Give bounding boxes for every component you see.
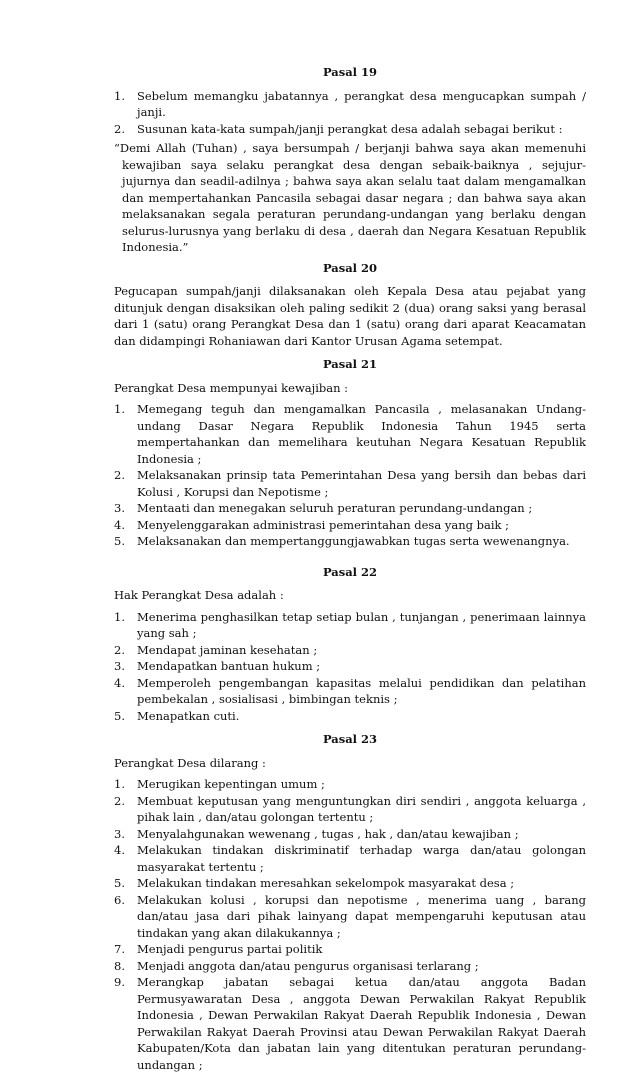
pasal-23-intro: Perangkat Desa dilarang : [114, 755, 266, 770]
list-item: 4. Menyelenggarakan administrasi pemerintahan desa yang baik ; [114, 517, 510, 532]
list-item: 4. Memperoleh pengembangan kapasitas melalui pendidikan dan pelatihan pembekalan , sosialisasi , bimbingan teknis ; [114, 675, 586, 706]
pasal-20-paragraph: Pegucapan sumpah/janji dilaksanakan oleh Kepala Desa atau pejabat yang ditunjuk dengan disaksikan oleh paling sedikit 2 (dua) orang saksi yang berasal dari 1 (satu) orang Perangkat Desa dan 1 (satu) orang dari aparat Keacamatan dan didampingi Rohaniawan dari Kantor Urusan Agama setempat. [114, 284, 586, 348]
pasal-21-list [114, 401, 586, 550]
list-item: 7. Menjadi pengurus partai politik [114, 942, 323, 956]
list-item: 1. Merugikan kepentingan umum ; [114, 777, 325, 791]
list-item: 2. Membuat keputusan yang menguntungkan diri sendiri , anggota keluarga , pihak lain , dan/atau golongan tertentu ; [114, 793, 586, 824]
pasal-23-list [114, 776, 586, 1073]
list-item: 5. Melaksanakan dan mempertanggungjawabkan tugas serta wewenangnya. [114, 534, 570, 548]
pasal-23-heading: Pasal 23 [322, 732, 378, 746]
list-item: 1. Sebelum memangku jabatannya , perangkat desa mengucapkan sumpah / janji. [114, 88, 586, 119]
pasal-22-list [114, 609, 586, 725]
list-item: 3. Mentaati dan menegakan seluruh peraturan perundang-undangan ; [114, 501, 533, 515]
list-item: 6. Melakukan kolusi , korupsi dan nepotisme , menerima uang , barang dan/atau jasa dari pihak lainyang dapat mempengaruhi keputusan atau tindakan yang akan dilakukannya ; [114, 892, 586, 940]
pasal-19-list [114, 88, 586, 138]
list-item: 1. Memegang teguh dan mengamalkan Pancasila , melasanakan Undang-undang Dasar Negara Republik Indonesia Tahun 1945 serta mempertahankan dan memelihara keutuhan Negara Kesatuan Republik Indonesia ; [114, 402, 586, 466]
list-item: 2. Melaksanakan prinsip tata Pemerintahan Desa yang bersih dan bebas dari Kolusi , Korupsi dan Nepotisme ; [114, 468, 586, 499]
document-page [114, 64, 586, 1073]
list-item: 3. Mendapatkan bantuan hukum ; [114, 659, 321, 673]
list-item: 9. Merangkap jabatan sebagai ketua dan/atau anggota Badan Permusyawaratan Desa , anggota Dewan Perwakilan Rakyat Republik Indonesia , Dewan Perwakilan Rakyat Daerah Republik Indonesia , Dewan Perwakilan Rakyat Daerah Provinsi atau Dewan Perwakilan Rakyat Daerah Kabupaten/Kota dan jabatan lain yang ditentukan peraturan perundang-undangan ; [114, 975, 586, 1072]
oath-text: “Demi Allah (Tuhan) , saya bersumpah / berjanji bahwa saya akan memenuhi kewajiban saya selaku perangkat desa dengan sebaik-baiknya , sejujur-jujurnya dan seadil-adilnya ; bahwa saya akan selalu taat dalam mengamalkan dan mempertahankan Pancasila sebagai dasar negara ; dan bahwa saya akan melaksanakan segala peraturan perundang-undangan yang berlaku dengan selurus-lurusnya yang berlaku di desa , daerah dan Negara Kesatuan Republik Indonesia.” [114, 141, 586, 254]
pasal-21-intro: Perangkat Desa mempunyai kewajiban : [114, 380, 349, 395]
pasal-19-heading: Pasal 19 [322, 65, 378, 79]
list-item: 2. Susunan kata-kata sumpah/janji perangkat desa adalah sebagai berikut : [114, 121, 563, 136]
list-item: 5. Menapatkan cuti. [114, 708, 240, 723]
list-item: 8. Menjadi anggota dan/atau pengurus organisasi terlarang ; [114, 958, 479, 973]
pasal-20-heading: Pasal 20 [322, 260, 378, 275]
pasal-22-heading: Pasal 22 [322, 564, 378, 579]
list-item: 4. Melakukan tindakan diskriminatif terhadap warga dan/atau golongan masyarakat tertentu ; [114, 843, 586, 874]
list-item: 1. Menerima penghasilkan tetap setiap bulan , tunjangan , penerimaan lainnya yang sah ; [114, 609, 586, 640]
list-item: 2. Mendapat jaminan kesehatan ; [114, 642, 318, 657]
list-item: 3. Menyalahgunakan wewenang , tugas , hak , dan/atau kewajiban ; [114, 826, 519, 841]
list-item: 5. Melakukan tindakan meresahkan sekelompok masyarakat desa ; [114, 876, 515, 890]
pasal-22-intro: Hak Perangkat Desa adalah : [114, 588, 284, 602]
pasal-21-heading: Pasal 21 [322, 357, 378, 371]
